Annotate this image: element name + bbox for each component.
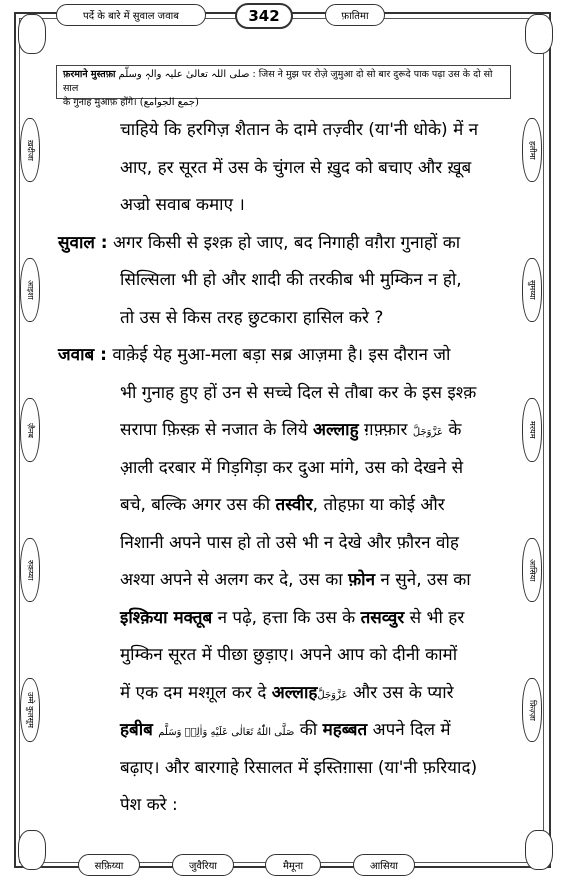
text-line: में एक दम मश्ग़ूल कर दे अल्लाहعَزَّوَجَلَّ और उस के प्यारे bbox=[120, 682, 454, 703]
side-ornament-left: ख़दीजा bbox=[20, 118, 40, 182]
text-line: बढ़ाए। और बारगाहे रिसालत में इस्तिग़ासा (या'नी फ़रियाद) bbox=[120, 757, 478, 778]
corner-ornament bbox=[18, 14, 46, 54]
side-ornament-left: उम्मे कुलसूम bbox=[20, 678, 40, 742]
text-line: सरापा फ़िस्क़ से नजात के लिये अल्लाहु ग़फ़्फ़ार عَزَّوَجَلَّ के bbox=[120, 420, 462, 440]
corner-ornament bbox=[525, 830, 553, 870]
question-line bbox=[58, 225, 510, 263]
emphasis: फ़ोन bbox=[348, 570, 376, 590]
text-line: चाहिये कि हरगिज़ शैतान के दामे तज़्वीर (या'नी धोके) में न bbox=[120, 120, 479, 140]
header-name-tag: फ़ातिमा bbox=[325, 4, 385, 26]
emphasis: हबीब bbox=[120, 720, 153, 740]
side-ornament-right: आसिया bbox=[522, 538, 542, 602]
notice-text-2: के गुनाह मुआफ़ होंगे। bbox=[63, 97, 137, 108]
notice-text: : जिस ने मुझ पर रोज़े जुमुआ दो सो बार दुरूदे पाक पढ़ा उस के दो सो साल bbox=[63, 69, 493, 94]
text-line: निशानी अपने पास हो तो उसे भी न देखे और फ़ौरन वोह bbox=[120, 532, 459, 553]
emphasis: अल्लाहु bbox=[313, 420, 359, 440]
side-ornament-right: फ़िज़्ज़ा bbox=[522, 678, 542, 742]
text-line: पेश करे : bbox=[120, 795, 178, 815]
page-body bbox=[58, 112, 510, 825]
emphasis: तस्वीर bbox=[275, 495, 313, 515]
emphasis: तसव्वुर bbox=[360, 607, 405, 628]
corner-ornament bbox=[18, 830, 46, 870]
answer-text: वाक़ेई येह मुआ-मला बड़ा सब्र आज़मा है। इस दौरान जो bbox=[112, 345, 451, 365]
footer-tag: सफ़िय्या bbox=[78, 854, 140, 876]
side-ornament-left: रुक़य्या bbox=[20, 538, 40, 602]
text-line: सिल्सिला भी हो और शादी की तरकीब भी मुम्किन न हो, bbox=[120, 270, 462, 290]
footer-tag: आसिया bbox=[353, 854, 415, 876]
answer-label: जवाब : bbox=[58, 345, 107, 365]
page-number: 342 bbox=[235, 3, 293, 29]
question-label: सुवाल : bbox=[58, 232, 108, 253]
emphasis: इश्क़िया मक्तूब bbox=[120, 607, 213, 628]
question-text: अगर किसी से इश्क़ हो जाए, बद निगाही वग़ैरा गुनाहों का bbox=[113, 232, 461, 253]
text-line: भी गुनाह हुए हों उन से सच्चे दिल से तौबा कर के इस इश्क़ bbox=[120, 382, 477, 403]
honorific-arabic: عَزَّوَجَلَّ bbox=[317, 689, 348, 701]
text-line: मुम्किन सूरत में पीछा छुड़ाए। अपने आप को दीनी कामों bbox=[120, 645, 458, 665]
answer-line bbox=[58, 337, 510, 375]
text-line: आ़ली दरबार में गिड़गिड़ा कर दुआ मांगे, उस को देखने से bbox=[120, 457, 464, 478]
emphasis: अल्लाह bbox=[271, 682, 318, 703]
side-ornament-right: मरयम bbox=[522, 398, 542, 462]
text-line: हबीब صَلَّى اللّٰهُ تَعَالٰى عَلَيْهِ وَاٰلِهٖ وَسَلَّم की महब्बत अपने दिल में bbox=[120, 720, 451, 740]
corner-ornament bbox=[525, 14, 553, 54]
side-ornament-left: ज़ैनब bbox=[20, 398, 40, 462]
hadith-notice bbox=[56, 65, 511, 108]
side-ornament-left: आइशा bbox=[20, 258, 40, 322]
text-line: आए, हर सूरत में उस के चुंगल से ख़ुद को बचाए और ख़ूब bbox=[120, 157, 472, 178]
header-title: पर्दे के बारे में सुवाल जवाब bbox=[56, 4, 206, 26]
text-line: बचे, बल्कि अगर उस की तस्वीर, तोहफ़ा या कोई और bbox=[120, 495, 445, 515]
notice-arabic: صلی اللہ تعالیٰ علیہ والہٖ وسلّم bbox=[118, 69, 250, 80]
text-line: अज्रो सवाब कमाए । bbox=[120, 195, 245, 215]
side-ornament-right: सुमय्या bbox=[522, 258, 542, 322]
text-line: तो उस से किस तरह छुटकारा हासिल करे ? bbox=[120, 307, 384, 328]
notice-source: (جمع الجوامع) bbox=[139, 97, 199, 108]
emphasis: महब्बत bbox=[322, 720, 368, 740]
notice-label: फ़रमाने मुस्तफ़ा bbox=[63, 69, 116, 80]
footer-tag: मैमूना bbox=[265, 854, 321, 876]
text-line: अश्या अपने से अलग कर दे, उस का फ़ोन न सुने, उस का bbox=[120, 570, 471, 590]
honorific-arabic: عَزَّوَجَلَّ bbox=[412, 427, 443, 438]
side-ornament-right: हलीमा bbox=[522, 118, 542, 182]
honorific-arabic: صَلَّى اللّٰهُ تَعَالٰى عَلَيْهِ وَاٰلِهٖ وَسَلَّم bbox=[158, 727, 295, 738]
footer-tag: जुवैरिया bbox=[172, 854, 234, 876]
text-line: इश्क़िया मक्तूब न पढ़े, हत्ता कि उस के तसव्वुर से भी हर bbox=[120, 607, 465, 628]
